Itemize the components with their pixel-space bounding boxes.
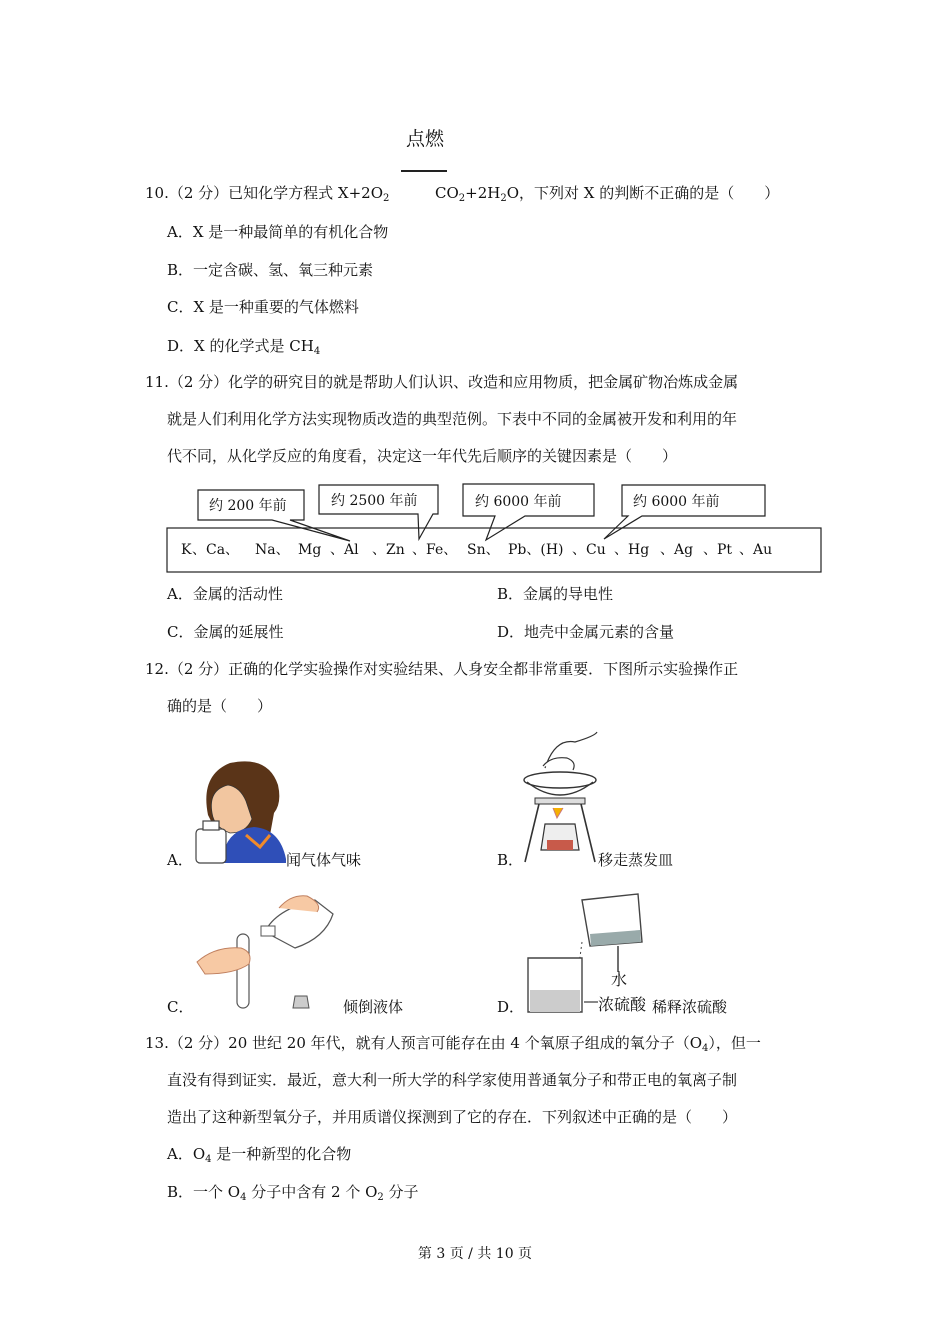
q10-option-d: D．X 的化学式是 $CH_4$ xyxy=(167,337,321,357)
metal-na: Na、 xyxy=(255,542,290,558)
metal-ca: 、Ca、 xyxy=(192,542,240,558)
q12-option-a-caption: 闻气体气味 xyxy=(286,851,362,869)
q12-option-d-caption: 稀释浓硫酸 xyxy=(652,998,728,1016)
label-6000-years-a: 约 6000 年前 xyxy=(475,494,562,510)
question-11-line3: 代不同，从化学反应的角度看，决定这一年代先后顺序的关键因素是（ ） xyxy=(167,447,678,465)
metal-activity-diagram xyxy=(0,0,950,590)
q12-option-b-caption: 移走蒸发皿 xyxy=(598,851,674,869)
metal-cu: 、Cu xyxy=(572,542,606,558)
q12-option-c-letter: C． xyxy=(167,998,194,1016)
metal-al: 、Al xyxy=(330,542,359,558)
metal-sn: Sn、 xyxy=(467,542,500,558)
q12-option-d-letter: D． xyxy=(497,998,525,1016)
q12-option-d-water-label: 水 xyxy=(611,970,628,989)
metal-pt: 、Pt xyxy=(703,542,733,558)
metal-mg: Mg xyxy=(298,542,322,558)
q13-option-b: B．一个 $O_4$ 分子中含有 2 个 $O_2$ 分子 xyxy=(167,1183,419,1203)
label-2500-years: 约 2500 年前 xyxy=(331,493,418,509)
metal-hg: 、Hg xyxy=(614,542,650,558)
smell-gas-illustration xyxy=(190,755,290,865)
question-12-line1: 12.（2 分）正确的化学实验操作对实验结果、人身安全都非常重要．下图所示实验操作正 xyxy=(145,660,739,678)
question-12-line2: 确的是（ ） xyxy=(167,697,273,715)
q12-option-d-acid-label: 浓硫酸 xyxy=(598,995,647,1014)
question-13-line2: 直没有得到证实．最近，意大利一所大学的科学家使用普通氧分子和带正电的氧离子制 xyxy=(167,1071,738,1089)
label-200-years: 约 200 年前 xyxy=(209,498,287,514)
q10-option-a: A．X 是一种最简单的有机化合物 xyxy=(167,223,389,241)
question-11-line1: 11.（2 分）化学的研究目的就是帮助人们认识、改造和应用物质，把金属矿物冶炼成金属 xyxy=(145,373,739,391)
q11-option-d: D．地壳中金属元素的含量 xyxy=(497,623,675,641)
metal-au: 、Au xyxy=(739,542,773,558)
reaction-condition: 点燃 xyxy=(405,128,444,150)
q10-option-b: B．一定含碳、氢、氧三种元素 xyxy=(167,261,374,279)
pour-liquid-illustration xyxy=(195,890,335,1020)
page-footer: 第 3 页 / 共 10 页 xyxy=(417,1246,533,1262)
q12-option-c-caption: 倾倒液体 xyxy=(343,998,404,1016)
question-10-stem: 10.（2 分）已知化学方程式 $X+2O_2$ $CO_2+2H_2O$，下列对 X 的判断不正确的是（ ） xyxy=(145,184,780,204)
q12-option-b-letter: B． xyxy=(497,851,524,869)
q13-option-a: A．$O_4$ 是一种新型的化合物 xyxy=(167,1145,352,1165)
question-13-line3: 造出了这种新型氧分子，并用质谱仪探测到了它的存在．下列叙述中正确的是（ ） xyxy=(167,1108,738,1126)
q11-option-c: C．金属的延展性 xyxy=(167,623,284,641)
q11-option-b: B．金属的导电性 xyxy=(497,585,614,603)
metal-ag: 、Ag xyxy=(660,542,694,558)
q11-option-a: A．金属的活动性 xyxy=(167,585,283,603)
metal-fe: 、Fe、 xyxy=(412,542,458,558)
metal-zn: 、Zn xyxy=(372,542,405,558)
question-11-line2: 就是人们利用化学方法实现物质改造的典型范例。下表中不同的金属被开发和利用的年 xyxy=(167,410,738,428)
question-13-line1: 13.（2 分）20 世纪 20 年代，就有人预言可能存在由 4 个氧原子组成的氧分子$(O_4)$，但一 xyxy=(145,1034,761,1054)
label-6000-years-b: 约 6000 年前 xyxy=(633,494,720,510)
q10-option-c: C．X 是一种重要的气体燃料 xyxy=(167,298,359,316)
q12-option-a-letter: A． xyxy=(167,851,193,869)
metal-pb-h: Pb、(H) xyxy=(508,542,564,558)
metal-k: K xyxy=(181,542,192,558)
evaporating-dish-illustration xyxy=(515,728,605,868)
